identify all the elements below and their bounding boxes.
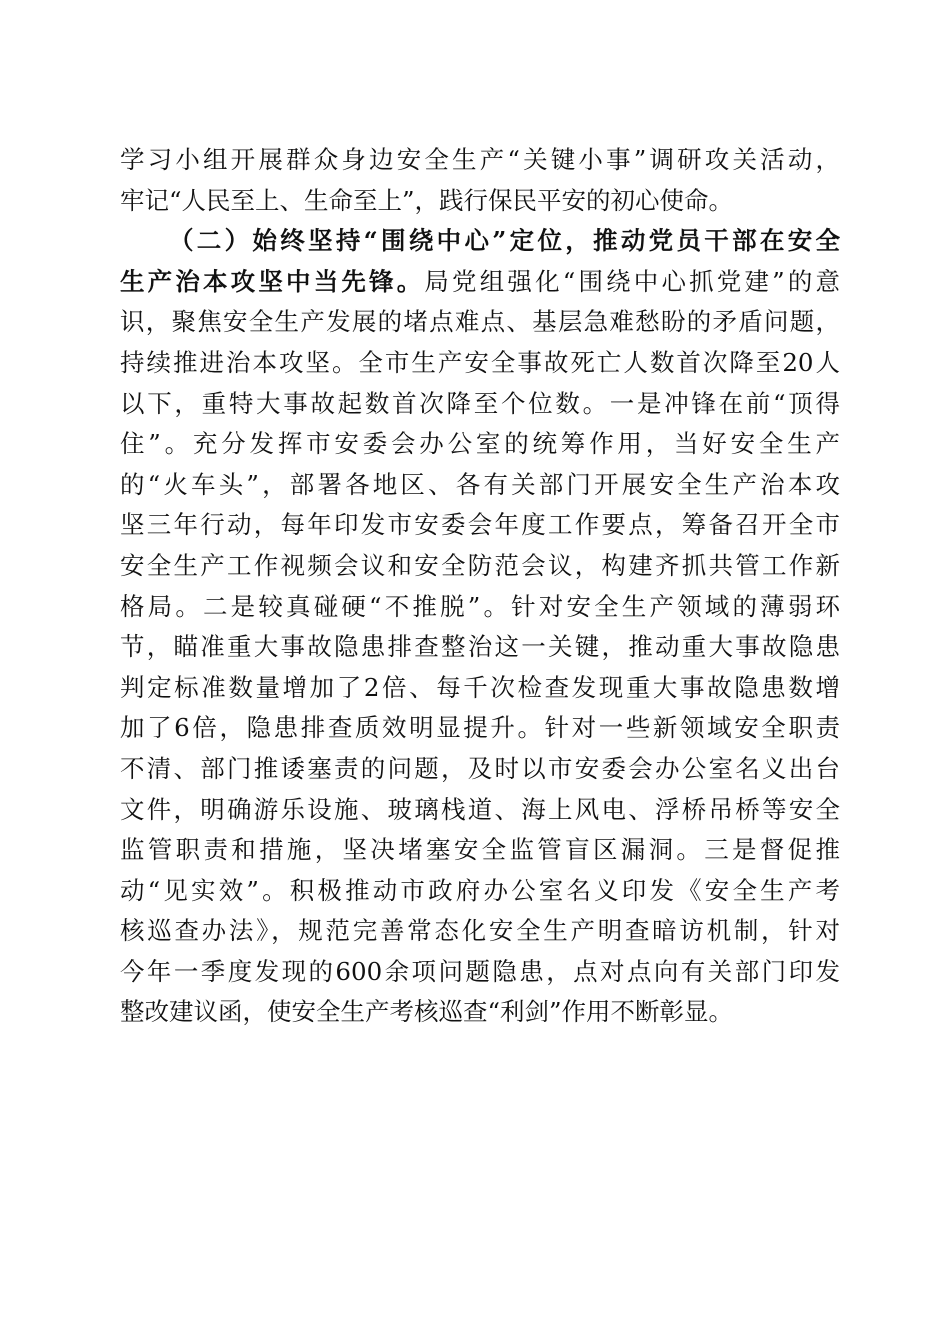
paragraph-line: 今年一季度发现的600余项问题隐患，点对点向有关部门印发 [120,956,840,986]
paragraph-line: 坚三年行动，每年印发市安委会年度工作要点，筹备召开全市 [120,510,840,540]
paragraph-line: 监管职责和措施，坚决堵塞安全监管盲区漏洞。三是督促推 [120,835,840,865]
paragraph-line: 文件，明确游乐设施、玻璃栈道、海上风电、浮桥吊桥等安全 [120,794,840,824]
paragraph-line [120,262,840,303]
paragraph-line: 住”。充分发挥市安委会办公室的统筹作用，当好安全生产 [120,429,840,459]
paragraph-line: 动“见实效”。积极推动市政府办公室名义印发《安全生产考 [120,875,840,905]
paragraph-line: 以下，重特大事故起数首次降至个位数。一是冲锋在前“顶得 [120,388,840,418]
paragraph-line: 学习小组开展群众身边安全生产“关键小事”调研攻关活动， [120,145,840,174]
paragraph-text: 局党组强化“围绕中心抓党建”的意 [424,266,840,296]
paragraph-line: 持续推进治本攻坚。全市生产安全事故死亡人数首次降至20人 [120,347,840,377]
paragraph-line: 的“火车头”，部署各地区、各有关部门开展安全生产治本攻 [120,469,840,499]
paragraph-line: 格局。二是较真碰硬“不推脱”。针对安全生产领域的薄弱环 [120,591,840,621]
section-heading: （二）始终坚持“围绕中心”定位，推动党员干部在安全 [169,226,840,256]
document-body [120,140,840,1033]
paragraph-line: 核巡查办法》，规范完善常态化安全生产明查暗访机制，针对 [120,916,840,946]
paragraph-line: 节，瞄准重大事故隐患排查整治这一关键，推动重大事故隐患 [120,632,840,662]
paragraph-line: 牢记“人民至上、生命至上”，践行保民平安的初心使命。 [120,185,734,215]
paragraph-line: 识，聚焦安全生产发展的堵点难点、基层急难愁盼的矛盾问题， [120,307,840,337]
paragraph-line: 整改建议函，使安全生产考核巡查“利剑”作用不断彰显。 [120,997,734,1027]
paragraph-line: 不清、部门推诿塞责的问题，及时以市安委会办公室名义出台 [120,753,840,783]
paragraph-line: 安全生产工作视频会议和安全防范会议，构建齐抓共管工作新 [120,550,840,580]
paragraph-line: 判定标准数量增加了2倍、每千次检查发现重大事故隐患数增 [120,672,840,702]
paragraph-line: 加了6倍，隐患排查质效明显提升。针对一些新领域安全职责 [120,713,840,743]
section-heading-continued: 生产治本攻坚中当先锋。 [120,266,425,296]
